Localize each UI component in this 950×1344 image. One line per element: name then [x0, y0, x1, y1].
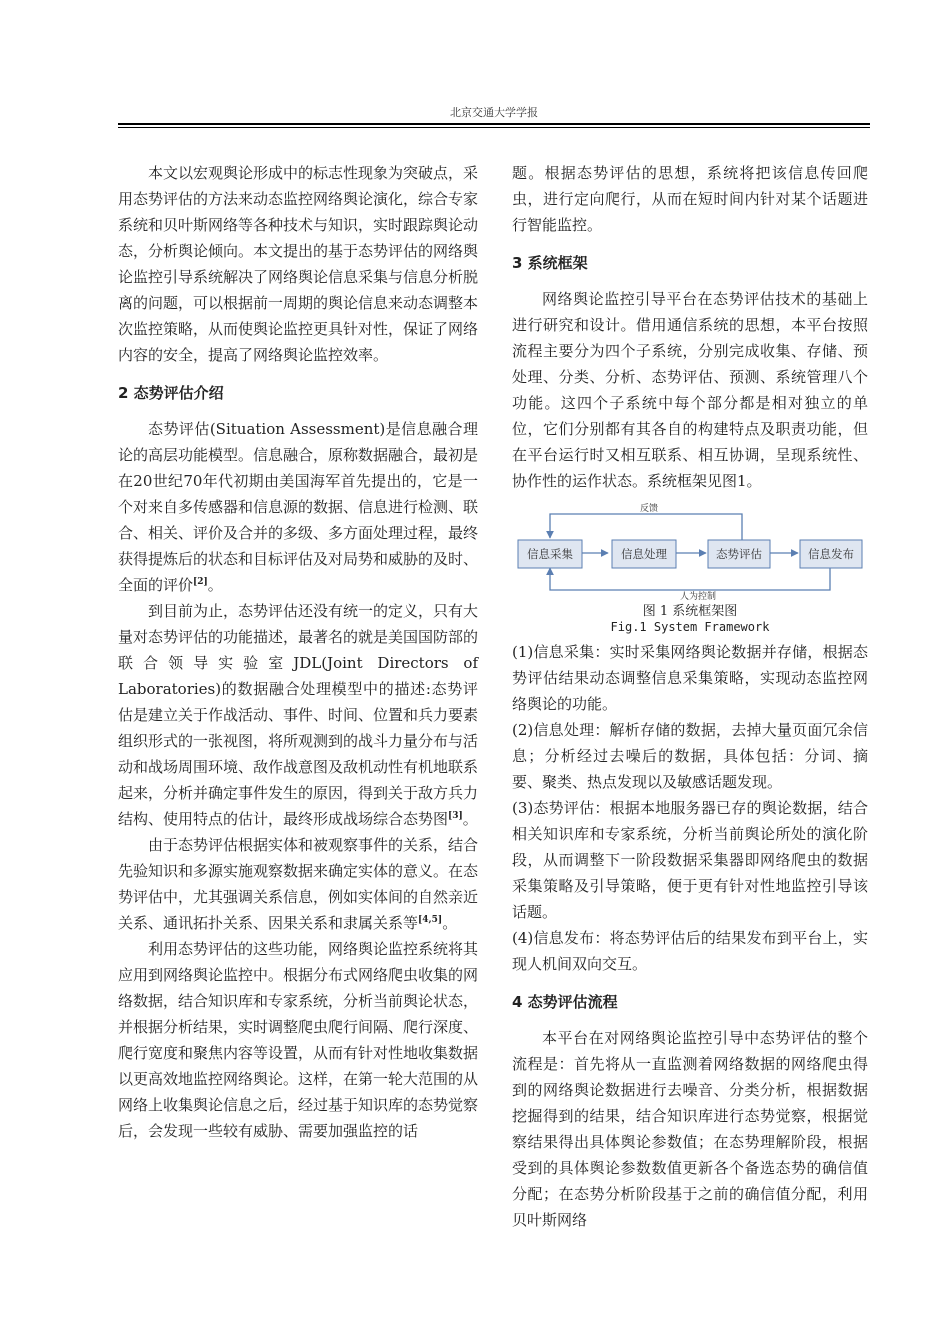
paragraph-process: 本平台在对网络舆论监控引导中态势评估的整个流程是：首先将从一直监测着网络数据的网络爬虫得到的网络舆论数据进行去噪音、分类分析，根据数据挖掘得到的结果，结合知识库进行态势觉察，根据觉察结果得出具体舆论参数值；在态势理解阶段，根据受到的具体舆论参数数值更新各个备选态势的确信值分配；在态势分析阶段基于之前的确信值分配，利用贝叶斯网络	[512, 1029, 868, 1229]
right-column	[512, 160, 868, 1233]
node-process-label: 信息处理	[621, 547, 667, 561]
paragraph-sa-definition	[118, 416, 478, 598]
left-column	[118, 160, 478, 1144]
node-assess-label: 态势评估	[716, 547, 762, 561]
list-item: (2)信息处理：解析存储的数据，去掉大量页面冗余信息；分析经过去噪后的数据，具体包括：分词、摘要、聚类、热点发现以及敏感话题发现。	[512, 721, 868, 791]
paragraph-continued: 题。根据态势评估的思想，系统将把该信息传回爬虫，进行定向爬行，从而在短时间内针对某个话题进行智能监控。	[512, 164, 868, 234]
paragraph-text: 到目前为止，态势评估还没有统一的定义，只有大量对态势评估的功能描述，最著名的就是美国国防部的联合领导实验室JDL(Joint Directors of Laboratories)的数据融合处理模型中的描述:态势评估是建立关于作战活动、事件、时间、位置和兵力要素组织形式的一张视图，将所观测到的战斗力量分布与活动和战场周围环境、敌作战意图及敌机动性有机地联系起来，分析并确定事件发生的原因，得到关于敌方兵力结构、使用特点的估计，最终形成战场综合态势图	[118, 602, 479, 828]
section-heading-2: 2 态势评估介绍	[118, 384, 224, 402]
paragraph-relations	[118, 832, 478, 936]
list-item: (4)信息发布：将态势评估后的结果发布到平台上，实现人机间双向交互。	[512, 929, 868, 973]
citation-ref: [4,5]	[418, 915, 443, 925]
list-item: (3)态势评估：根据本地服务器已存的舆论数据，结合相关知识库和专家系统，分析当前舆论所处的演化阶段，从而调整下一阶段数据采集器即网络爬虫的数据采集策略及引导策略，便于更有针对性地监控引导该话题。	[512, 799, 868, 921]
paragraph-end: 。	[207, 576, 223, 594]
citation-ref: [2]	[193, 577, 208, 587]
section-heading-3: 3 系统框架	[512, 254, 588, 272]
control-label: 人为控制	[680, 592, 717, 602]
framework-diagram	[512, 502, 868, 602]
paragraph-application: 利用态势评估的这些功能，网络舆论监控系统将其应用到网络舆论监控中。根据分布式网络爬虫收集的网络数据，结合知识库和专家系统，分析当前舆论状态，并根据分析结果，实时调整爬虫爬行间隔、爬行深度、爬行宽度和聚焦内容等设置，从而有针对性地收集数据以更高效地监控网络舆论。这样，在第一轮大范围的从网络上收集舆论信息之后，经过基于知识库的态势觉察后，会发现一些较有威胁、需要加强监控的话	[118, 940, 479, 1140]
figure-caption-cn: 图 1 系统框架图	[642, 604, 738, 619]
feedback-label: 反馈	[640, 504, 659, 514]
control-arrow	[550, 566, 830, 590]
section-heading-4: 4 态势评估流程	[512, 993, 618, 1011]
list-item: (1)信息采集：实时采集网络舆论数据并存储，根据态势评估结果动态调整信息采集策略，实现动态监控网络舆论的功能。	[512, 643, 868, 713]
feedback-arrow	[550, 514, 742, 542]
paragraph-text: 态势评估(Situation Assessment)是信息融合理论的高层功能模型。信息融合，原称数据融合，最初是在20世纪70年代初期由美国海军首先提出的，它是一个对来自多传感器和信息源的数据、信息进行检测、联合、相关、评价及合并的多级、多方面处理过程，最终获得提炼后的状态和目标评估及对局势和威胁的及时、全面的评价	[118, 420, 479, 594]
running-head: 北京交通大学学报	[450, 106, 538, 119]
paragraph-jdl	[118, 598, 478, 832]
citation-ref: [3]	[448, 811, 463, 821]
paragraph-intro: 本文以宏观舆论形成中的标志性现象为突破点，采用态势评估的方法来动态监控网络舆论演化，综合专家系统和贝叶斯网络等各种技术与知识，实时跟踪舆论动态，分析舆论倾向。本文提出的基于态势评估的网络舆论监控引导系统解决了网络舆论信息采集与信息分析脱离的问题，可以根据前一周期的舆论信息来动态调整本次监控策略，从而使舆论监控更具针对性，保证了网络内容的安全，提高了网络舆论监控效率。	[118, 164, 479, 364]
figure-system-framework	[512, 502, 868, 602]
node-collect-label: 信息采集	[527, 547, 573, 561]
paragraph-end: 。	[442, 914, 458, 932]
paragraph-end: 。	[462, 810, 478, 828]
node-publish-label: 信息发布	[808, 547, 854, 561]
header-rule-thick	[118, 123, 870, 125]
figure-caption-en: Fig.1 System Framework	[610, 620, 770, 634]
paragraph-text: 由于态势评估根据实体和被观察事件的关系，结合先验知识和多源实施观察数据来确定实体的意义。在态势评估中，尤其强调关系信息，例如实体间的自然亲近关系、通讯拓扑关系、因果关系和隶属关系等	[118, 836, 479, 932]
header-rule-thin	[118, 127, 870, 128]
paragraph-framework: 网络舆论监控引导平台在态势评估技术的基础上进行研究和设计。借用通信系统的思想，本平台按照流程主要分为四个子系统，分别完成收集、存储、预处理、分类、分析、态势评估、预测、系统管理八个功能。这四个子系统中每个部分都是相对独立的单位，它们分别都有其各自的构建特点及职责功能，但在平台运行时又相互联系、相互协调，呈现系统性、协作性的运作状态。系统框架见图1。	[512, 290, 868, 490]
